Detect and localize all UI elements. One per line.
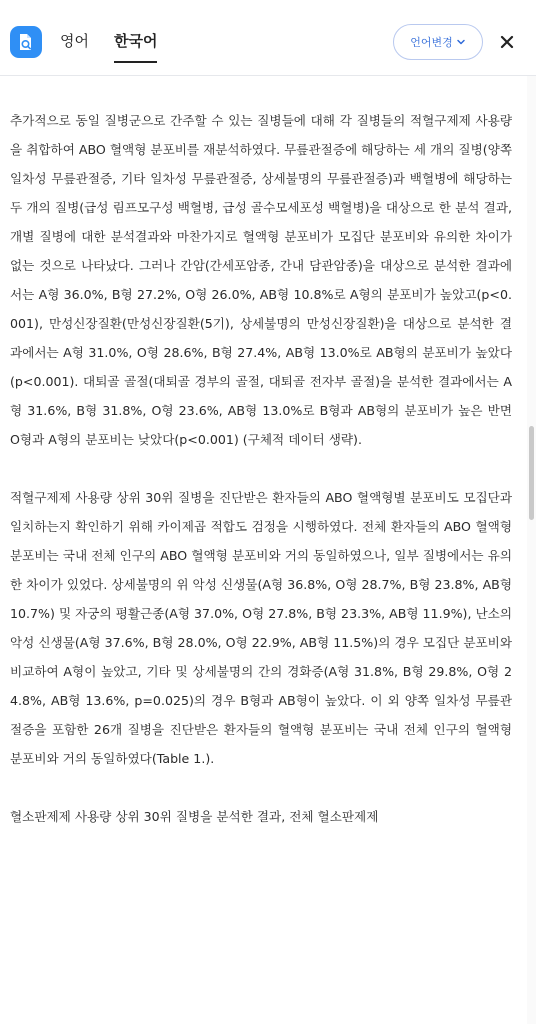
paragraph-1: 추가적으로 동일 질병군으로 간주할 수 있는 질병들에 대해 각 질병들의 적혈구제제 사용량을 취합하여 ABO 혈액형 분포비를 재분석하였다. 무릎관절증에 해당하는 세 개의 질병(양쪽 일차성 무릎관절증, 기타 일차성 무릎관절증, 상세불명의 무릎관절증)과 백혈병에 해당하는 두 개의 질병(급성 림프모구성 백혈병, 급성 골수모세포성 백혈병)을 대상으로 한 분석 결과, 개별 질병에 대한 분석결과와 마찬가지로 혈액형 분포비가 모집단 분포비와 유의한 차이가 없는 것으로 나타났다. 그러나 간암(간세포암종, 간내 담관암종)을 대상으로 분석한 결과에서는 A형 36.0%, B형 27.2%, O형 26.0%, AB형 10.8%로 A형의 분포비가 높았고(p<0.001), 만성신장질환(만성신장질환(5기), 상세불명의 만성신장질환)을 대상으로 분석한 결과에서는 A형 31.0%, O형 28.6%, B형 27.4%, AB형 13.0%로 AB형의 분포비가 높았다(p<0.001). 대퇴골 골절(대퇴골 경부의 골절, 대퇴골 전자부 골절)을 분석한 결과에서는 A형 31.6%, B형 31.8%, O형 23.6%, AB형 13.0%로 B형과 AB형의 분포비가 높은 반면 O형과 A형의 분포비는 낮았다(p<0.001) (구체적 데이터 생략).	[10, 113, 512, 447]
chevron-down-icon	[456, 37, 466, 47]
paragraph-2: 적혈구제제 사용량 상위 30위 질병을 진단받은 환자들의 ABO 혈액형별 분포비도 모집단과 일치하는지 확인하기 위해 카이제곱 적합도 검정을 시행하였다. 전체 환자들의 ABO 혈액형 분포비는 국내 전체 인구의 ABO 혈액형 분포비와 거의 동일하였으나, 일부 질병에서는 유의한 차이가 있었다. 상세불명의 위 악성 신생물(A형 36.8%, O형 28.7%, B형 23.8%, AB형 10.7%) 및 자궁의 평활근종(A형 37.0%, O형 27.8%, B형 23.3%, AB형 11.9%), 난소의 악성 신생물(A형 37.6%, B형 28.0%, O형 22.9%, AB형 11.5%)의 경우 모집단 분포비와 비교하여 A형이 높았고, 기타 및 상세불명의 간의 경화증(A형 31.8%, B형 29.8%, O형 24.8%, AB형 13.6%, p=0.025)의 경우 B형과 AB형이 높았다. 이 외 양쪽 일차성 무릎관절증을 포함한 26개 질병을 진단받은 환자들의 혈액형 분포비는 국내 전체 인구의 혈액형 분포비와 거의 동일하였다(Table 1.).	[10, 490, 512, 766]
tab-english[interactable]: 영어	[60, 32, 89, 50]
translation-header	[0, 0, 536, 76]
change-language-label: 언어변경	[410, 36, 453, 49]
close-button[interactable]	[497, 31, 517, 53]
tab-korean[interactable]: 한국어	[114, 32, 158, 50]
change-language-button[interactable]	[393, 24, 483, 60]
scrollbar-thumb[interactable]	[529, 426, 534, 520]
paragraph-3: 혈소판제제 사용량 상위 30위 질병을 분석한 결과, 전체 혈소판제제	[10, 809, 379, 824]
document-translate-icon	[15, 31, 37, 53]
close-icon	[500, 35, 514, 49]
scrollbar[interactable]	[527, 76, 536, 1024]
translated-content	[0, 76, 526, 1024]
app-logo-icon	[10, 26, 42, 58]
